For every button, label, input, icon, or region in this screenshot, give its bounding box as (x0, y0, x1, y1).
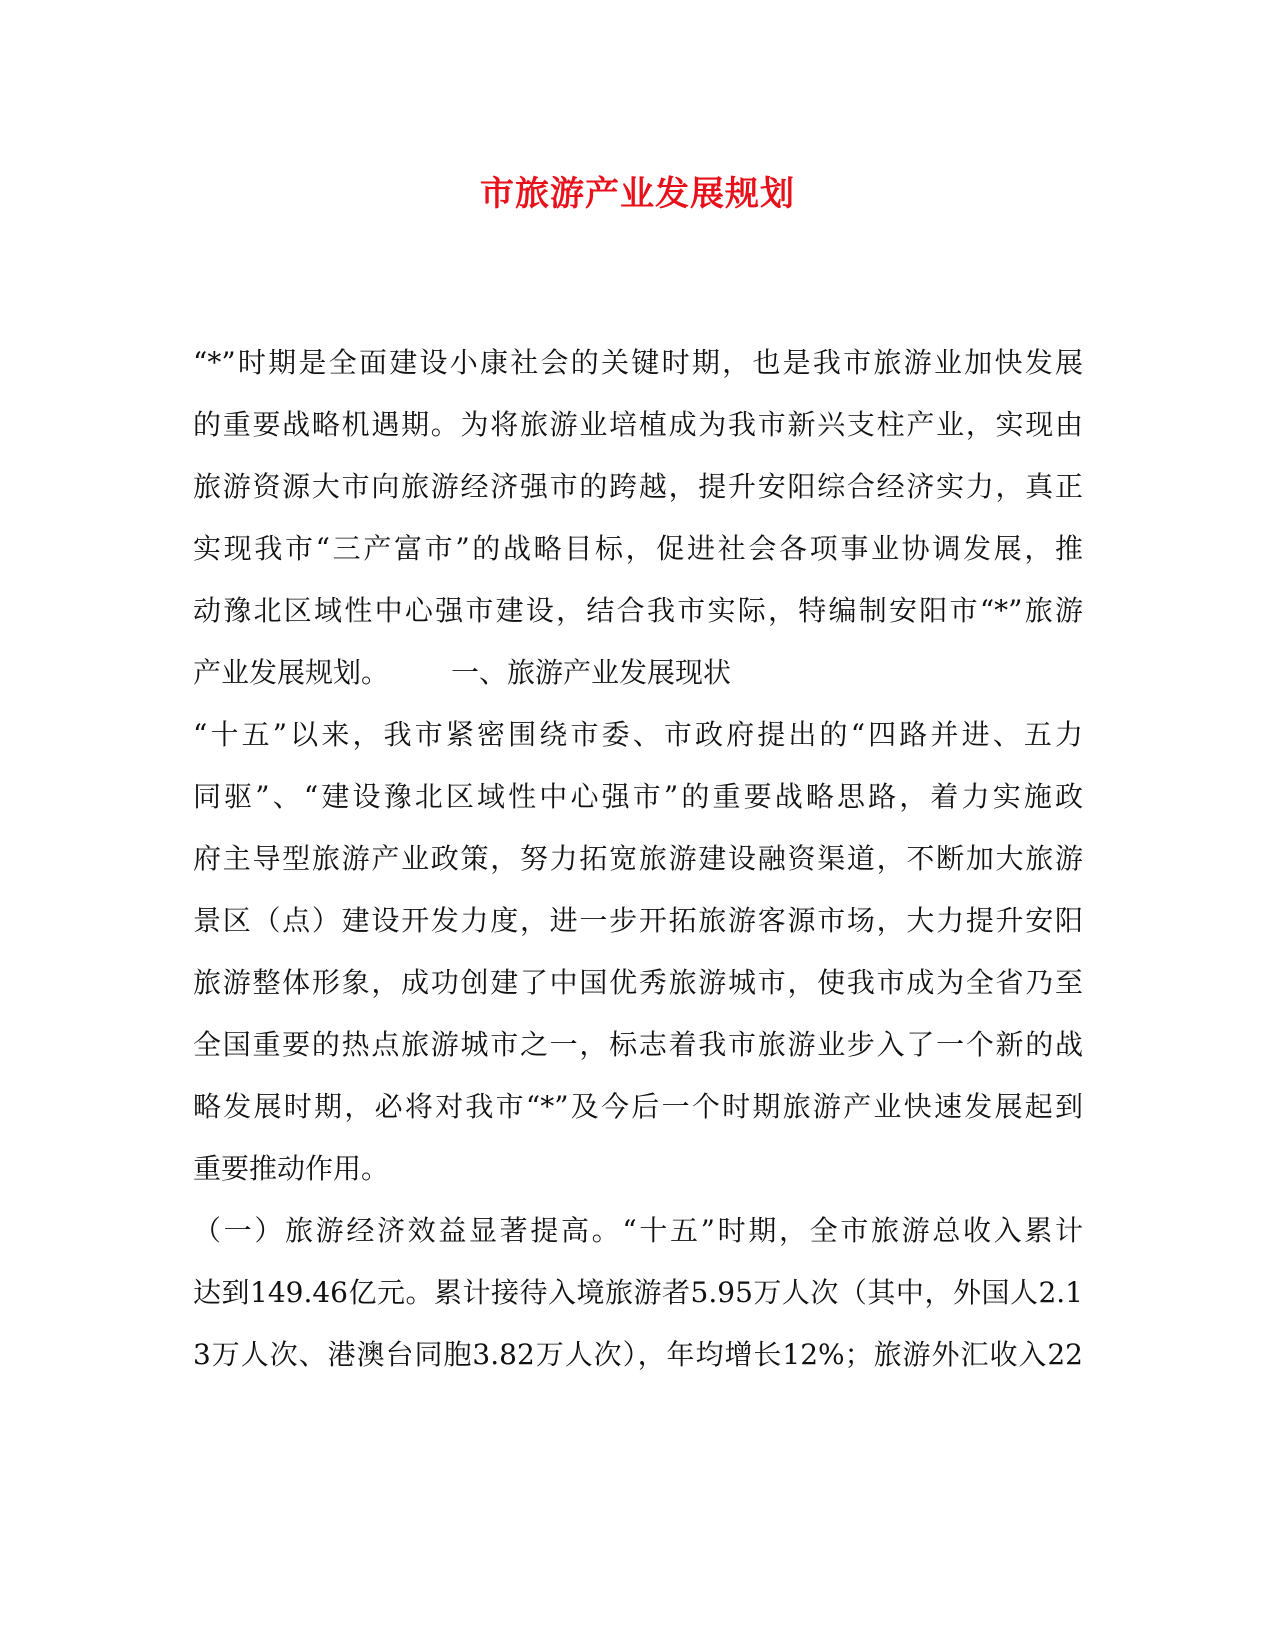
body-line: 的重要战略机遇期。为将旅游业培植成为我市新兴支柱产业，实现由 (193, 408, 1083, 441)
body-line: 实现我市“三产富市”的战略目标，促进社会各项事业协调发展，推 (193, 532, 1083, 565)
body-line: 3万人次、港澳台同胞3.82万人次），年均增长12%；旅游外汇收入22 (193, 1338, 1083, 1371)
body-line: 重要推动作用。 (193, 1152, 390, 1185)
body-line: 动豫北区域性中心强市建设，结合我市实际，特编制安阳市“*”旅游 (193, 594, 1083, 627)
body-line: 达到149.46亿元。累计接待入境旅游者5.95万人次（其中，外国人2.1 (193, 1276, 1083, 1309)
body-line: 产业发展规划。 (193, 656, 390, 689)
body-line: 略发展时期，必将对我市“*”及今后一个时期旅游产业快速发展起到 (193, 1090, 1083, 1123)
document-title: 市旅游产业发展规划 (480, 174, 795, 214)
body-line: 景区（点）建设开发力度，进一步开拓旅游客源市场，大力提升安阳 (193, 904, 1083, 937)
body-line-with-heading (193, 653, 1083, 693)
body-line: 旅游整体形象，成功创建了中国优秀旅游城市，使我市成为全省乃至 (193, 966, 1083, 999)
section-heading: 一、旅游产业发展现状 (451, 656, 732, 689)
body-line: 旅游资源大市向旅游经济强市的跨越，提升安阳综合经济实力，真正 (193, 470, 1083, 503)
body-line: （一）旅游经济效益显著提高。“十五”时期，全市旅游总收入累计 (193, 1214, 1083, 1247)
body-line: 同驱”、“建设豫北区域性中心强市”的重要战略思路，着力实施政 (193, 780, 1083, 813)
body-line: “*”时期是全面建设小康社会的关键时期，也是我市旅游业加快发展 (193, 346, 1083, 379)
body-line: 全国重要的热点旅游城市之一，标志着我市旅游业步入了一个新的战 (193, 1028, 1083, 1061)
body-line: “十五”以来，我市紧密围绕市委、市政府提出的“四路并进、五力 (193, 718, 1083, 751)
body-line: 府主导型旅游产业政策，努力拓宽旅游建设融资渠道，不断加大旅游 (193, 842, 1083, 875)
